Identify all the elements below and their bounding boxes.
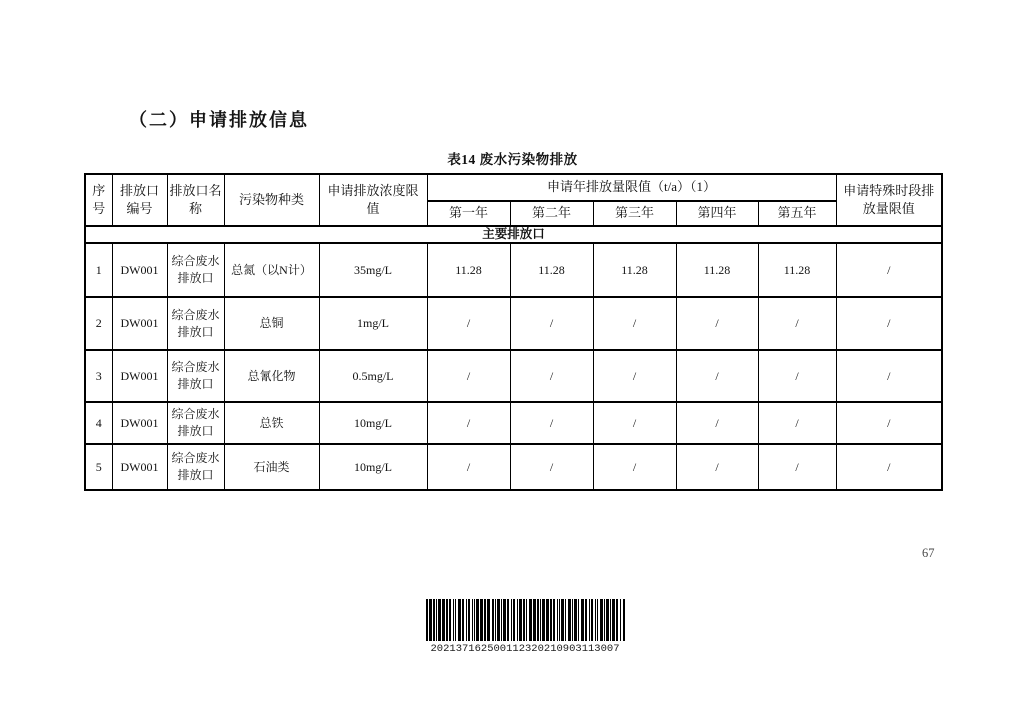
col-header-year-3: 第三年: [593, 201, 676, 226]
cell-name: 综合废水排放口: [167, 297, 224, 350]
cell-limit: 1mg/L: [319, 297, 427, 350]
header-row-top: [85, 174, 942, 201]
col-header-year-1: 第一年: [427, 201, 510, 226]
page-number: 67: [922, 546, 935, 560]
cell-code: DW001: [112, 297, 167, 350]
cell-y5: /: [758, 444, 836, 490]
cell-limit: 10mg/L: [319, 402, 427, 444]
cell-name: 综合废水排放口: [167, 243, 224, 297]
cell-y3: /: [593, 444, 676, 490]
cell-pollutant: 总铁: [224, 402, 319, 444]
cell-special: /: [836, 243, 942, 297]
cell-special: /: [836, 402, 942, 444]
section-row: [85, 226, 942, 243]
barcode-bars-icon: [416, 599, 634, 641]
table-body: [85, 226, 942, 490]
cell-y5: /: [758, 350, 836, 402]
barcode-number: 202137162500112320210903113007: [430, 643, 620, 655]
cell-no: 1: [85, 243, 112, 297]
cell-y2: /: [510, 444, 593, 490]
cell-special: /: [836, 297, 942, 350]
table-row: [85, 243, 942, 297]
cell-y4: /: [676, 350, 758, 402]
col-header-year-4: 第四年: [676, 201, 758, 226]
cell-y3: /: [593, 350, 676, 402]
col-header-annual-limit-group: 申请年排放量限值（t/a）（1）: [427, 174, 836, 201]
cell-y5: 11.28: [758, 243, 836, 297]
cell-y3: /: [593, 297, 676, 350]
cell-code: DW001: [112, 402, 167, 444]
cell-y2: /: [510, 350, 593, 402]
col-header-year-2: 第二年: [510, 201, 593, 226]
table-row: [85, 444, 942, 490]
cell-name: 综合废水排放口: [167, 350, 224, 402]
cell-pollutant: 总氰化物: [224, 350, 319, 402]
cell-y1: 11.28: [427, 243, 510, 297]
discharge-table: [84, 173, 943, 491]
cell-limit: 35mg/L: [319, 243, 427, 297]
section-label: 主要排放口: [85, 226, 942, 243]
cell-y2: 11.28: [510, 243, 593, 297]
cell-y1: /: [427, 444, 510, 490]
barcode: [416, 599, 634, 655]
table-title: 表14 废水污染物排放: [447, 152, 578, 167]
cell-y2: /: [510, 402, 593, 444]
table-row: [85, 297, 942, 350]
cell-limit: 10mg/L: [319, 444, 427, 490]
col-header-special-limit: 申请特殊时段排放量限值: [836, 174, 942, 226]
table-row: [85, 350, 942, 402]
cell-y4: 11.28: [676, 243, 758, 297]
cell-y3: 11.28: [593, 243, 676, 297]
col-header-conc-limit: 申请排放浓度限值: [319, 174, 427, 226]
cell-pollutant: 总氮（以N计）: [224, 243, 319, 297]
cell-no: 4: [85, 402, 112, 444]
cell-pollutant: 总铜: [224, 297, 319, 350]
cell-y5: /: [758, 297, 836, 350]
cell-y4: /: [676, 402, 758, 444]
cell-y4: /: [676, 297, 758, 350]
cell-no: 3: [85, 350, 112, 402]
col-header-outlet-name: 排放口名称: [167, 174, 224, 226]
table-row: [85, 402, 942, 444]
cell-code: DW001: [112, 243, 167, 297]
cell-y4: /: [676, 444, 758, 490]
cell-no: 2: [85, 297, 112, 350]
section-heading: （二）申请排放信息: [129, 110, 309, 130]
cell-y1: /: [427, 402, 510, 444]
cell-code: DW001: [112, 350, 167, 402]
cell-y2: /: [510, 297, 593, 350]
cell-name: 综合废水排放口: [167, 402, 224, 444]
cell-no: 5: [85, 444, 112, 490]
cell-special: /: [836, 444, 942, 490]
cell-special: /: [836, 350, 942, 402]
cell-y1: /: [427, 350, 510, 402]
table-wrap: [84, 148, 941, 491]
cell-y3: /: [593, 402, 676, 444]
col-header-seq: 序号: [85, 174, 112, 226]
cell-code: DW001: [112, 444, 167, 490]
col-header-pollutant: 污染物种类: [224, 174, 319, 226]
cell-y1: /: [427, 297, 510, 350]
col-header-year-5: 第五年: [758, 201, 836, 226]
cell-pollutant: 石油类: [224, 444, 319, 490]
cell-limit: 0.5mg/L: [319, 350, 427, 402]
cell-y5: /: [758, 402, 836, 444]
cell-name: 综合废水排放口: [167, 444, 224, 490]
col-header-outlet-code: 排放口编号: [112, 174, 167, 226]
